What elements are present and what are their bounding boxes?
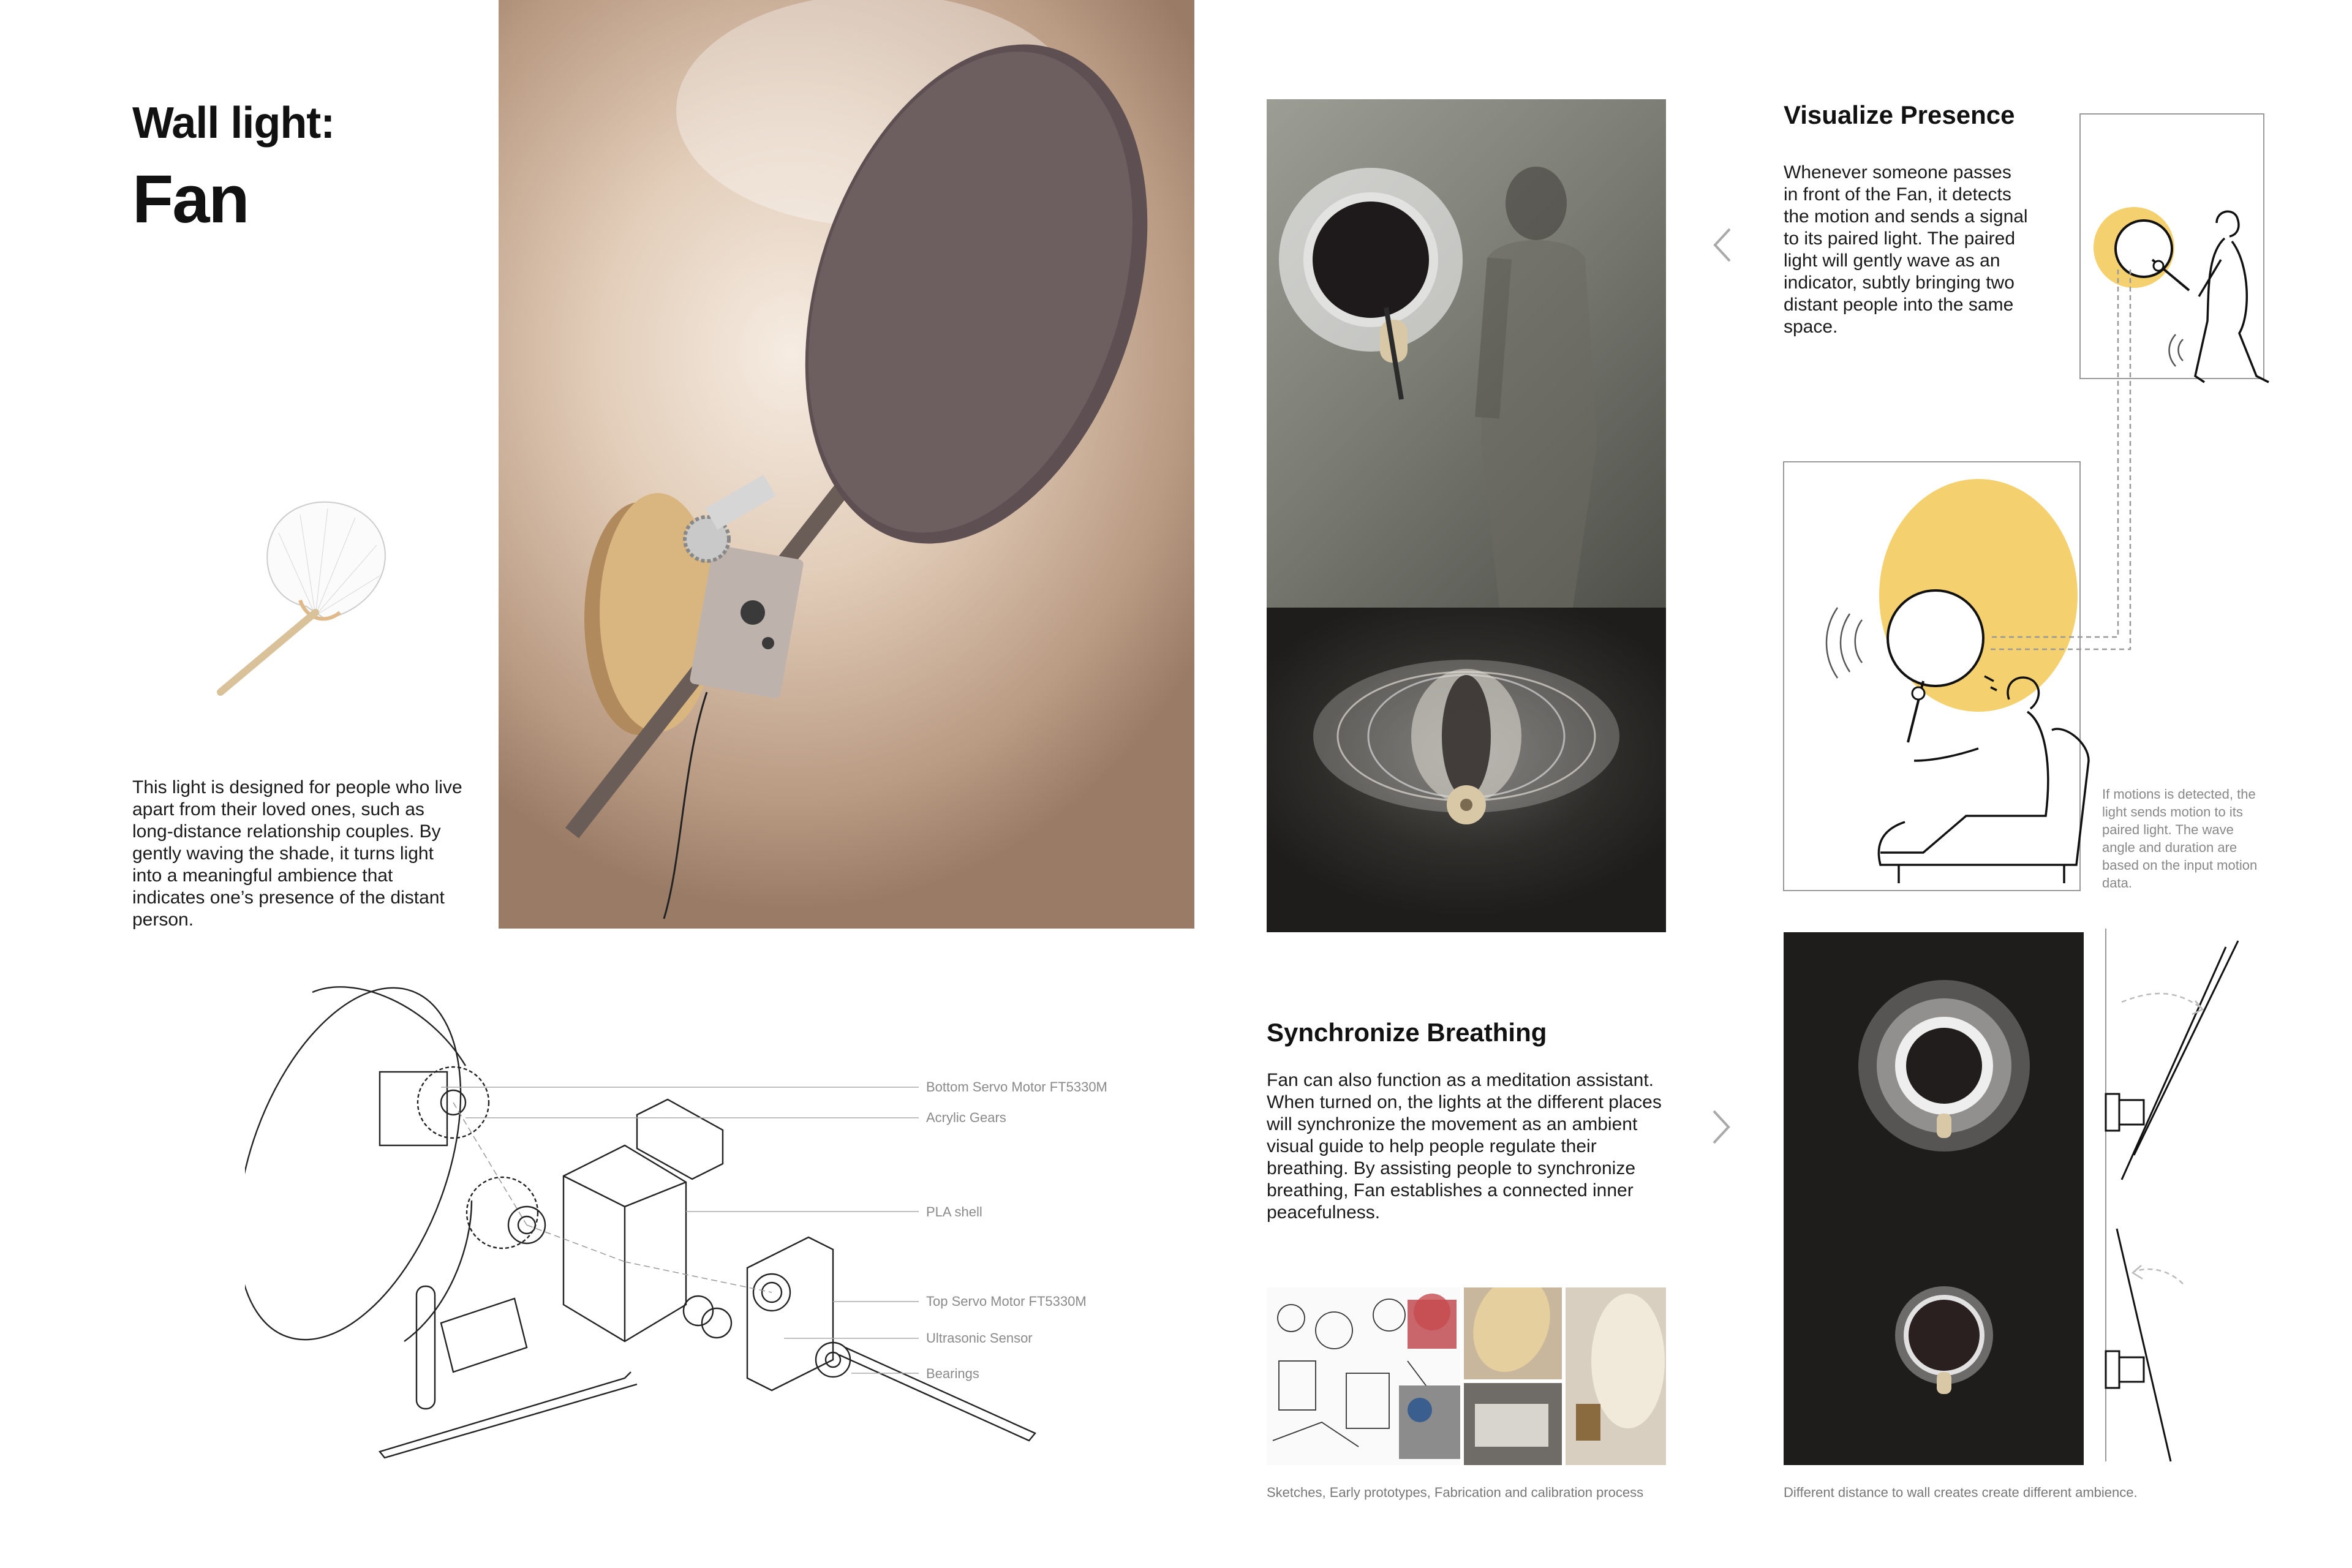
breathing-heading: Synchronize Breathing [1267,1018,1547,1047]
process-collage [1267,1287,1666,1465]
intro-paragraph: This light is designed for people who live apart from their loved ones, such as long-distance relationship couples. By gently waving the shade, it turns light into a meaningful ambience that indicates one’s presence of the distant person. [132,777,462,930]
hand-fan-illustration [208,478,429,698]
visualize-heading: Visualize Presence [1784,100,2015,129]
label-pla-shell: PLA shell [926,1204,982,1219]
chevron-left-icon[interactable] [1711,227,1732,263]
page-kicker: Wall light: [132,99,335,148]
distance-photo [1784,932,2084,1465]
process-caption: Sketches, Early prototypes, Fabrication and calibration process [1267,1485,1644,1500]
visualize-paragraph: Whenever someone passes in front of the Fan, it detects the motion and sends a signal to its paired light. The paired light will gently wave as an indicator, subtly bringing two distant people into the same space. [1784,162,2028,337]
breathing-paragraph: Fan can also function as a meditation assistant. When turned on, the lights at the different places will synchronize the movement as an ambient visual guide to help people regulate their breathing. By assisting people to synchronize breathing, Fan establishes a connected inner peacefulness. [1267,1070,1662,1223]
distance-caption: Different distance to wall creates create different ambience. [1784,1485,2138,1500]
side-elevation-diagram [2097,922,2269,1468]
signal-connector-lines [1985,270,2144,662]
label-top-servo: Top Servo Motor FT5330M [926,1294,1087,1309]
passing-person-photo [1267,99,1666,608]
waving-motion-photo [1267,608,1666,932]
motion-note: If motions is detected, the light sends motion to its paired light. The wave angle and duration are based on the input motion data. [2102,786,2258,891]
page-title: Fan [132,162,249,237]
hero-photo [499,0,1194,929]
label-bottom-servo: Bottom Servo Motor FT5330M [926,1079,1107,1095]
label-bearings: Bearings [926,1366,979,1381]
label-ultrasonic-sensor: Ultrasonic Sensor [926,1330,1033,1346]
label-acrylic-gears: Acrylic Gears [926,1110,1006,1125]
exploded-view-diagram [245,980,1060,1482]
chevron-right-icon[interactable] [1711,1109,1732,1145]
